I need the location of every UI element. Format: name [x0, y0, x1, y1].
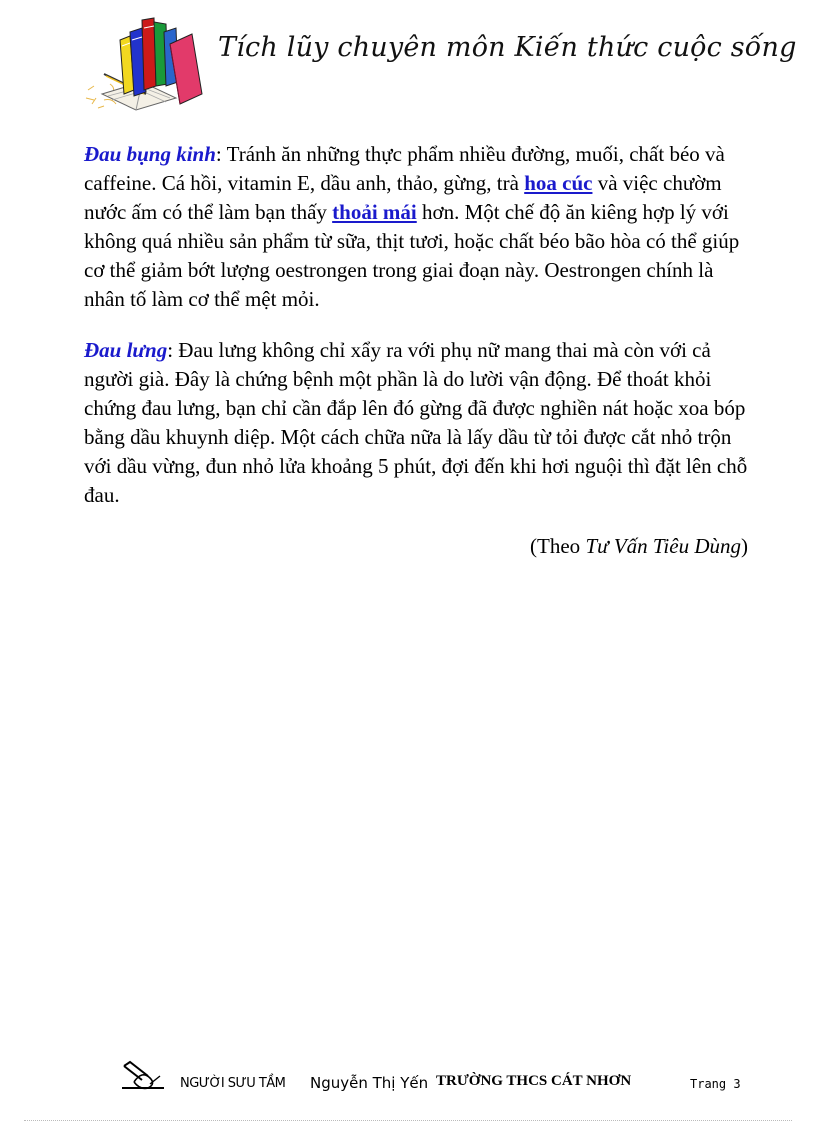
- source-prefix: (Theo: [530, 534, 586, 558]
- paragraph-text: hơn. Một chế độ ăn kiêng hợp lý với không quá nhiều sản phẩm từ sữa, thịt tươi, hoặc chất béo bão hòa có thể giúp cơ thể giảm bớt lượng oestrongen trong giai đoạn này. Oestrongen chính là nhân tố làm cơ thể mệt mỏi.: [84, 200, 740, 311]
- term-dau-lung: Đau lưng: [84, 338, 168, 362]
- page-header: [84, 12, 797, 112]
- paragraph-text: : Đau lưng không chỉ xẩy ra với phụ nữ mang thai mà còn với cả người già. Đây là chứng bệnh một phần là do lười vận động. Để thoát khỏi chứng đau lưng, bạn chỉ cần đắp lên đó gừng đã được nghiền nát hoặc xoa bóp bằng dầu khuynh diệp. Một cách chữa nữa là lấy dầu từ tỏi được cắt nhỏ trộn với dầu vừng, đun nhỏ lửa khoảng 5 phút, đợi đến khi hơi nguội thì đặt lên chỗ đau.: [84, 338, 748, 507]
- paragraph-text: và việc chườm nước ấm có thể làm bạn thấy: [84, 171, 722, 224]
- footer-school-name: TRƯỜNG THCS CÁT NHƠN: [436, 1073, 632, 1089]
- paragraph-text: : Tránh ăn những thực phẩm nhiều đường, muối, chất béo và caffeine. Cá hồi, vitamin E, dầu anh, thảo, gừng, trà: [84, 142, 725, 195]
- books-icon: [84, 12, 209, 112]
- term-dau-bung-kinh: Đau bụng kinh: [84, 142, 216, 166]
- header-title: Tích lũy chuyên môn Kiến thức cuộc sống: [218, 32, 797, 63]
- paragraph-dau-bung-kinh: [84, 140, 748, 314]
- source-suffix: ): [741, 534, 748, 558]
- page-footer: [120, 1058, 748, 1098]
- footer-page-number: Trang 3: [690, 1077, 741, 1091]
- footer-author-name: Nguyễn Thị Yến: [310, 1074, 429, 1092]
- footer-collector-label: NGƯỜI SƯU TẦM: [180, 1076, 286, 1091]
- link-hoa-cuc[interactable]: hoa cúc: [524, 171, 593, 195]
- paragraph-dau-lung: [84, 336, 748, 510]
- pen-writing-icon: [120, 1058, 166, 1094]
- page-bottom-divider: [24, 1120, 792, 1121]
- source-title: Tư Vấn Tiêu Dùng: [585, 534, 741, 558]
- article-content: [84, 140, 748, 583]
- source-citation: [84, 532, 748, 561]
- link-thoai-mai[interactable]: thoải mái: [332, 200, 417, 224]
